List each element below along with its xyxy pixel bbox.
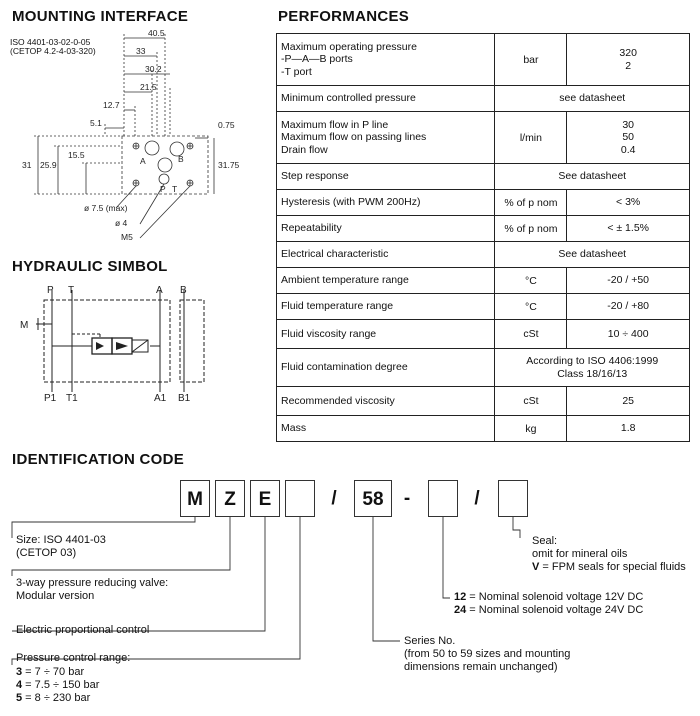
performance-parameter: Fluid contamination degree	[277, 349, 495, 387]
performance-parameter: Fluid temperature range	[277, 294, 495, 320]
code-sep-dash: -	[403, 488, 411, 509]
dim-30-2: 30.2	[145, 64, 162, 74]
hyd-gauge-m: M	[20, 320, 29, 331]
hyd-port-b: B	[180, 285, 187, 296]
performance-unit: l/min	[495, 112, 567, 164]
port-t-label: T	[172, 184, 178, 194]
performance-parameter: Mass	[277, 416, 495, 442]
performance-parameter: Recommended viscosity	[277, 387, 495, 416]
dim-5-1: 5.1	[90, 118, 102, 128]
pressure-range-3: 3 = 7 ÷ 70 bar	[16, 666, 85, 678]
performance-parameter: Ambient temperature range	[277, 268, 495, 294]
port-p-label: P	[160, 184, 166, 194]
thread-label: M5	[121, 232, 133, 242]
performance-unit: kg	[495, 416, 567, 442]
dim-33: 33	[136, 46, 146, 56]
code-sep-slash-1: /	[331, 488, 337, 509]
dim-12-7: 12.7	[103, 100, 120, 110]
code-box-series-m: M	[180, 480, 210, 517]
performance-value: See datasheet	[495, 164, 690, 190]
performance-value: 10 ÷ 400	[567, 320, 690, 349]
performance-value: see datasheet	[495, 86, 690, 112]
performance-value: See datasheet	[495, 242, 690, 268]
hyd-port-t1: T1	[66, 393, 78, 404]
hyd-port-a: A	[156, 285, 163, 296]
hyd-port-t: T	[68, 285, 75, 296]
code-box-z: Z	[215, 480, 245, 517]
performance-value: According to ISO 4406:1999 Class 18/16/13	[495, 349, 690, 387]
performance-unit: % of p nom	[495, 190, 567, 216]
series-no-label: Series No. (from 50 to 59 sizes and mounting dimensions remain unchanged)	[404, 635, 571, 673]
dim-40-5: 40.5	[148, 28, 165, 38]
performance-parameter: Fluid viscosity range	[277, 320, 495, 349]
performance-value: 320 2	[567, 34, 690, 86]
performance-parameter: Maximum operating pressure -P—A—B ports -T port	[277, 34, 495, 86]
performance-parameter: Hysteresis (with PWM 200Hz)	[277, 190, 495, 216]
performance-parameter: Step response	[277, 164, 495, 190]
code-box-e: E	[250, 480, 280, 517]
port-a-label: A	[140, 156, 146, 166]
dim-25-9: 25.9	[40, 160, 57, 170]
code-sep-slash-2: /	[474, 488, 480, 509]
hydraulic-symbol-heading: HYDRAULIC SIMBOL	[12, 258, 168, 275]
performance-parameter: Electrical characteristic	[277, 242, 495, 268]
pressure-range-title: Pressure control range:	[16, 652, 131, 664]
performances-heading: PERFORMANCES	[278, 8, 410, 25]
hyd-port-p: P	[47, 285, 54, 296]
valve-type-label: 3-way pressure reducing valve: Modular version	[16, 577, 169, 602]
performance-unit: bar	[495, 34, 567, 86]
hole-diameter-label: ø 7.5 (max)	[84, 203, 128, 213]
voltage-24-label: 24 = Nominal solenoid voltage 24V DC	[454, 604, 644, 616]
size-label: Size: ISO 4401-03 (CETOP 03)	[16, 534, 106, 559]
code-box-series-no: 58	[354, 480, 392, 517]
performance-unit: °C	[495, 268, 567, 294]
performance-value: < ± 1.5%	[567, 216, 690, 242]
performance-value: -20 / +80	[567, 294, 690, 320]
performance-value: 30 50 0.4	[567, 112, 690, 164]
hyd-port-b1: B1	[178, 393, 191, 404]
iso-standard-label: ISO 4401-03-02-0-05	[10, 37, 91, 47]
dim-15-5: 15.5	[68, 150, 85, 160]
seal-title: Seal:	[532, 535, 558, 547]
performance-value: -20 / +50	[567, 268, 690, 294]
cetop-standard-label: (CETOP 4.2-4-03-320)	[10, 46, 96, 56]
performance-parameter: Repeatability	[277, 216, 495, 242]
performance-parameter: Minimum controlled pressure	[277, 86, 495, 112]
performance-value: 1.8	[567, 416, 690, 442]
seal-fpm: V = FPM seals for special fluids	[532, 561, 686, 573]
seal-mineral-oils: omit for mineral oils	[532, 548, 628, 560]
performance-value: < 3%	[567, 190, 690, 216]
hyd-port-p1: P1	[44, 393, 57, 404]
dim-21-5: 21.5	[140, 82, 157, 92]
performance-parameter: Maximum flow in P line Maximum flow on passing lines Drain flow	[277, 112, 495, 164]
dim-31: 31	[22, 160, 32, 170]
hyd-port-a1: A1	[154, 393, 167, 404]
dim-0-75: 0.75	[218, 120, 235, 130]
pin-diameter-label: ø 4	[115, 218, 128, 228]
performance-unit: cSt	[495, 387, 567, 416]
port-b-label: B	[178, 154, 184, 164]
performance-unit: °C	[495, 294, 567, 320]
pressure-range-5: 5 = 8 ÷ 230 bar	[16, 692, 91, 704]
mounting-interface-heading: MOUNTING INTERFACE	[12, 8, 189, 25]
control-type-label: Electric proportional control	[16, 624, 150, 636]
performance-unit: % of p nom	[495, 216, 567, 242]
performance-unit: cSt	[495, 320, 567, 349]
performance-value: 25	[567, 387, 690, 416]
voltage-12-label: 12 = Nominal solenoid voltage 12V DC	[454, 591, 644, 603]
pressure-range-4: 4 = 7.5 ÷ 150 bar	[16, 679, 100, 691]
identification-code-heading: IDENTIFICATION CODE	[12, 451, 185, 468]
dim-31-75: 31.75	[218, 160, 240, 170]
